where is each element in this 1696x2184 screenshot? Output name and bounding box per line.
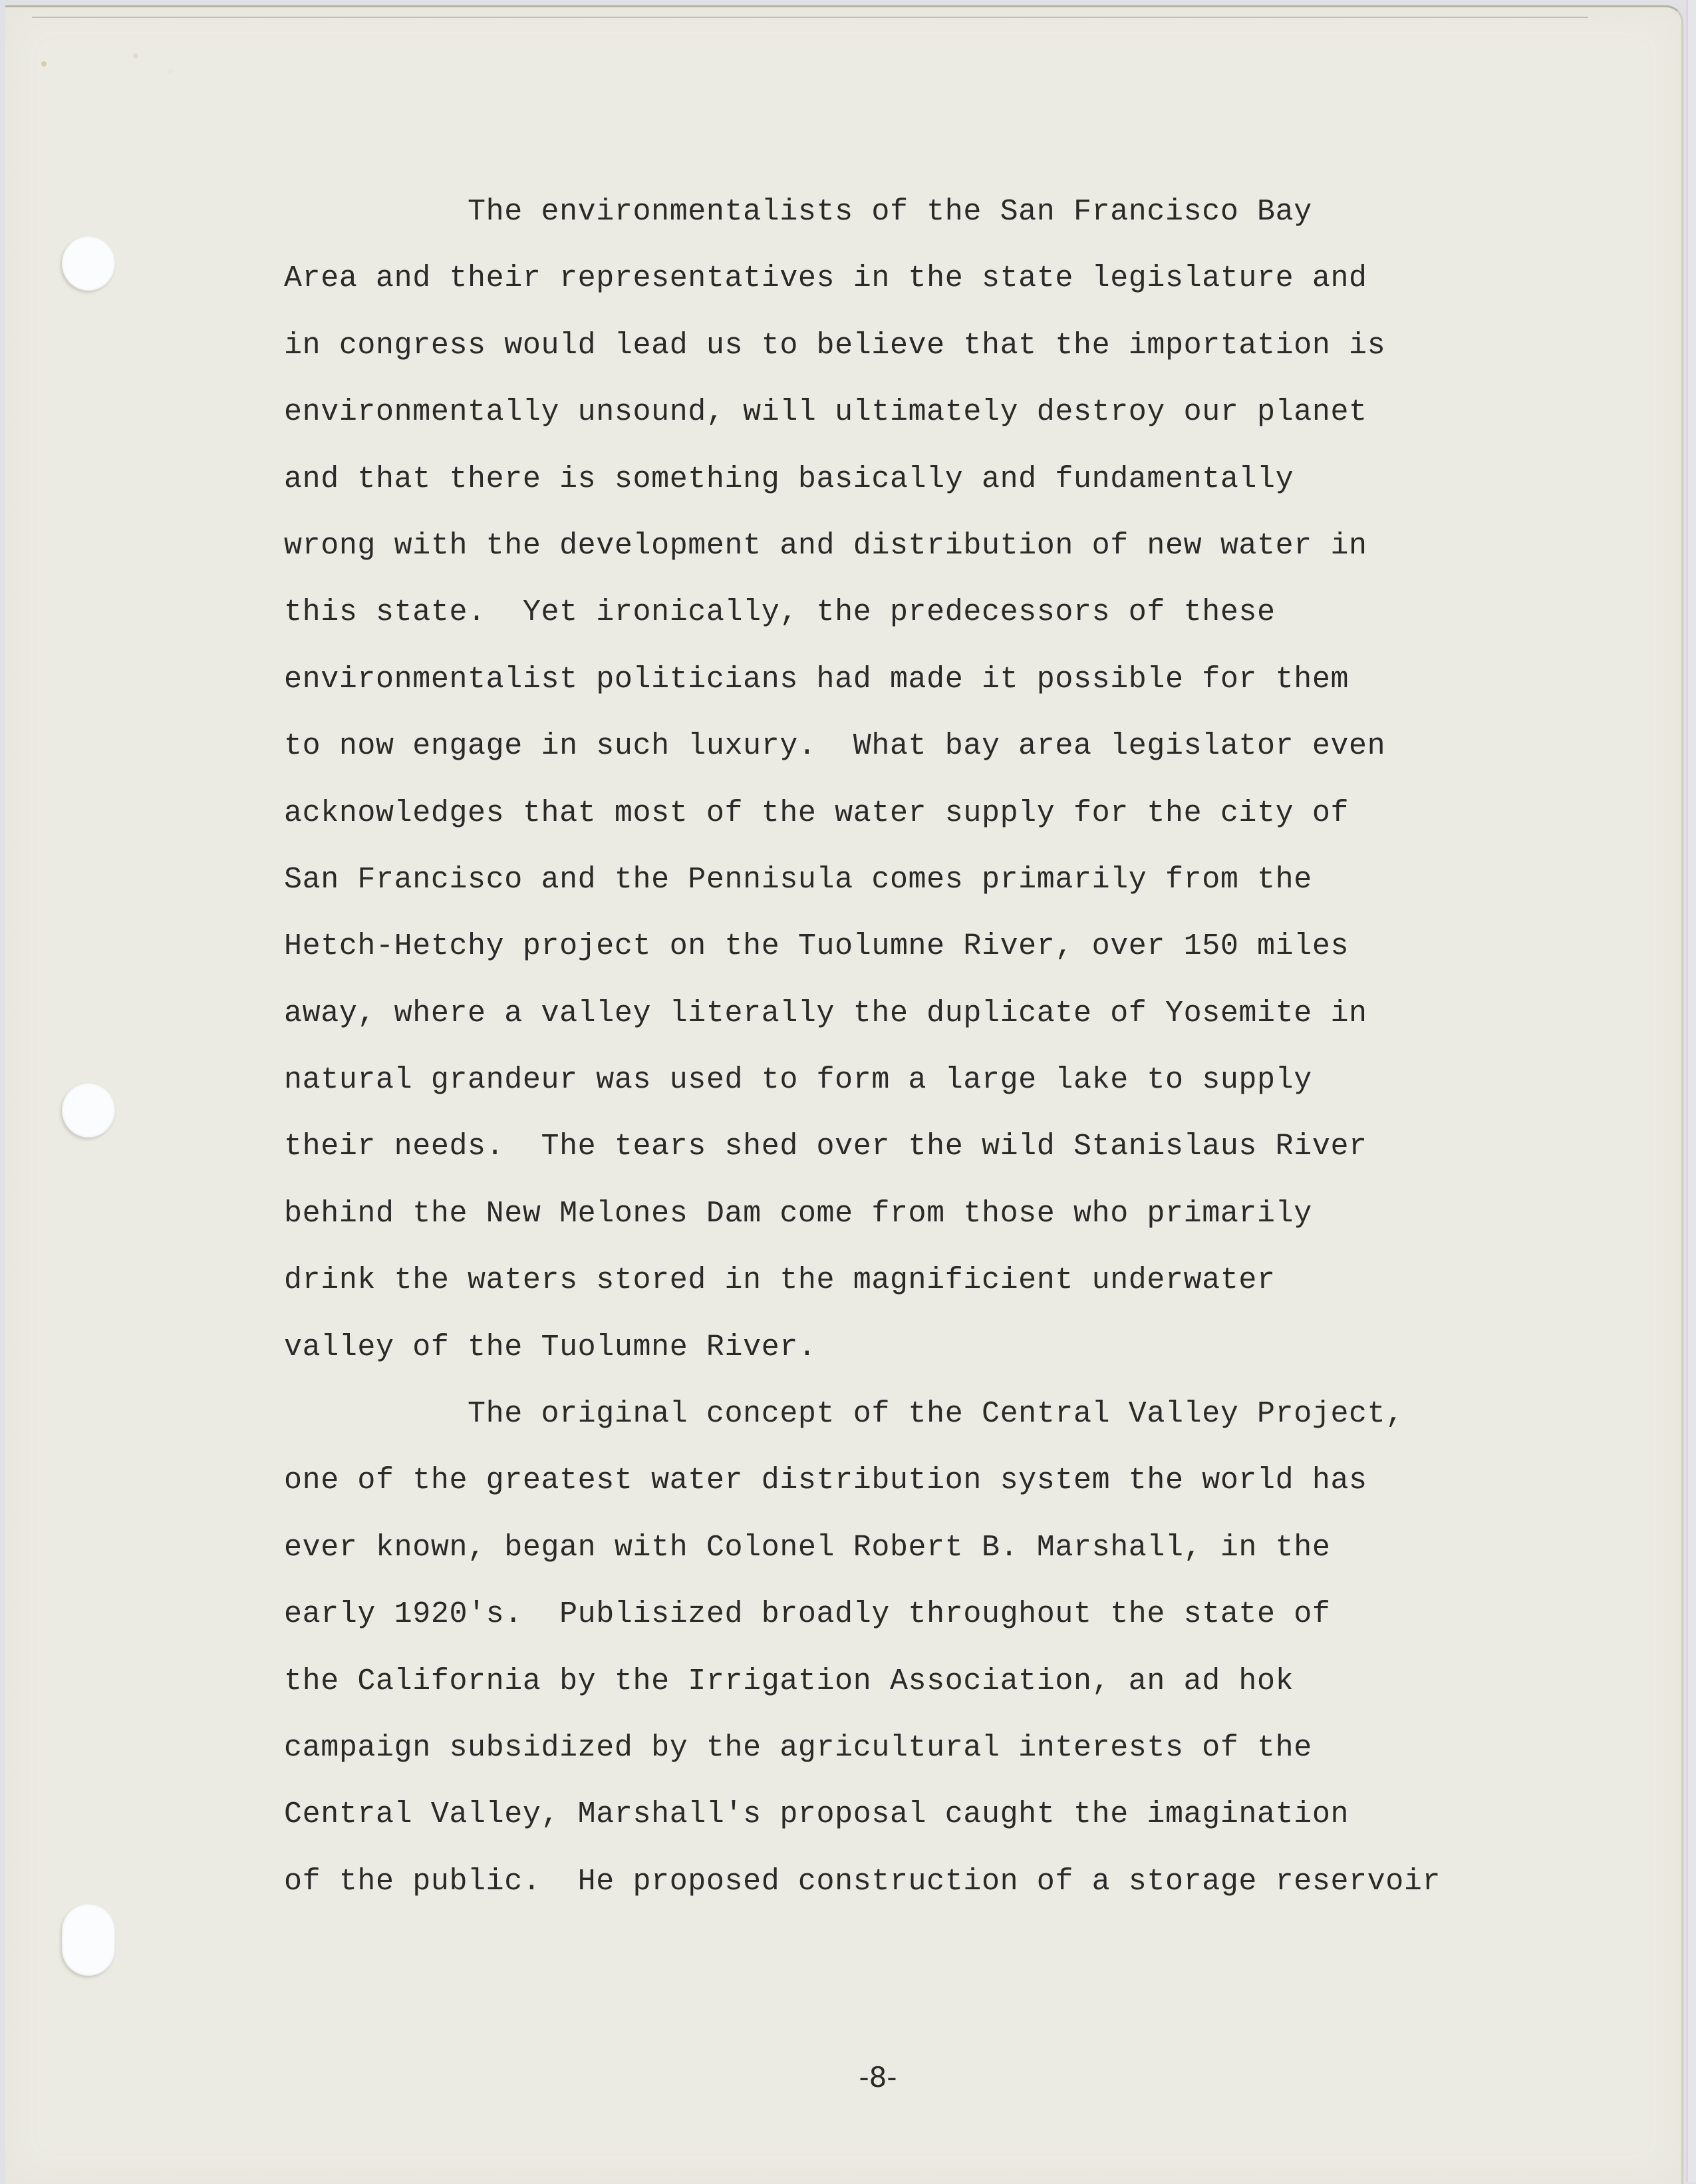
punch-hole-middle [62, 1083, 115, 1138]
text-line: and that there is something basically and fundamentally [284, 462, 1294, 496]
text-line: one of the greatest water distribution system the world has [284, 1464, 1367, 1498]
top-edge-rule [32, 17, 1588, 18]
text-line: behind the New Melones Dam come from those who primarily [284, 1196, 1312, 1231]
text-line: acknowledges that most of the water supply for the city of [284, 796, 1349, 830]
text-line: away, where a valley literally the duplicate of Yosemite in [284, 996, 1367, 1030]
scan-edge-strip [1686, 0, 1696, 2182]
punch-hole-bottom [62, 1904, 115, 1976]
text-line: environmentalist politicians had made it possible for them [284, 662, 1349, 697]
paragraph-2 [284, 1392, 1548, 1927]
text-line: campaign subsidized by the agricultural interests of the [284, 1730, 1312, 1765]
text-line: ever known, began with Colonel Robert B. Marshall, in the [284, 1530, 1331, 1565]
text-line: their needs. The tears shed over the wild Stanislaus River [284, 1130, 1367, 1164]
paragraph-1 [284, 190, 1548, 1392]
page-number: -8- [859, 2061, 897, 2094]
text-line: environmentally unsound, will ultimately destroy our planet [284, 395, 1367, 430]
text-line: valley of the Tuolumne River. [284, 1330, 817, 1364]
text-line: natural grandeur was used to form a large lake to supply [284, 1063, 1312, 1098]
punch-hole-top [62, 236, 115, 291]
text-line: in congress would lead us to believe that the importation is [284, 328, 1386, 363]
text-line: The original concept of the Central Valley Project, [284, 1397, 1404, 1432]
text-line: this state. Yet ironically, the predecessors of these [284, 595, 1276, 630]
text-line: Central Valley, Marshall's proposal caught the imagination [284, 1797, 1349, 1832]
paper-speck [168, 69, 173, 74]
text-line: Area and their representatives in the state legislature and [284, 261, 1367, 296]
paper-speck [133, 53, 138, 59]
text-line: of the public. He proposed construction of a storage reservoir [284, 1864, 1441, 1899]
text-line: to now engage in such luxury. What bay area legislator even [284, 729, 1386, 764]
text-line: The environmentalists of the San Francisco Bay [284, 195, 1312, 229]
body-text [284, 190, 1548, 1927]
text-line: wrong with the development and distribution of new water in [284, 528, 1367, 563]
text-line: San Francisco and the Pennisula comes primarily from the [284, 862, 1312, 897]
text-line: drink the waters stored in the magnificient underwater [284, 1263, 1276, 1298]
text-line: early 1920's. Publisized broadly throughout the state of [284, 1597, 1331, 1632]
text-line: the California by the Irrigation Association, an ad hok [284, 1664, 1294, 1698]
paper-speck [41, 61, 47, 67]
text-line: Hetch-Hetchy project on the Tuolumne River, over 150 miles [284, 929, 1349, 964]
